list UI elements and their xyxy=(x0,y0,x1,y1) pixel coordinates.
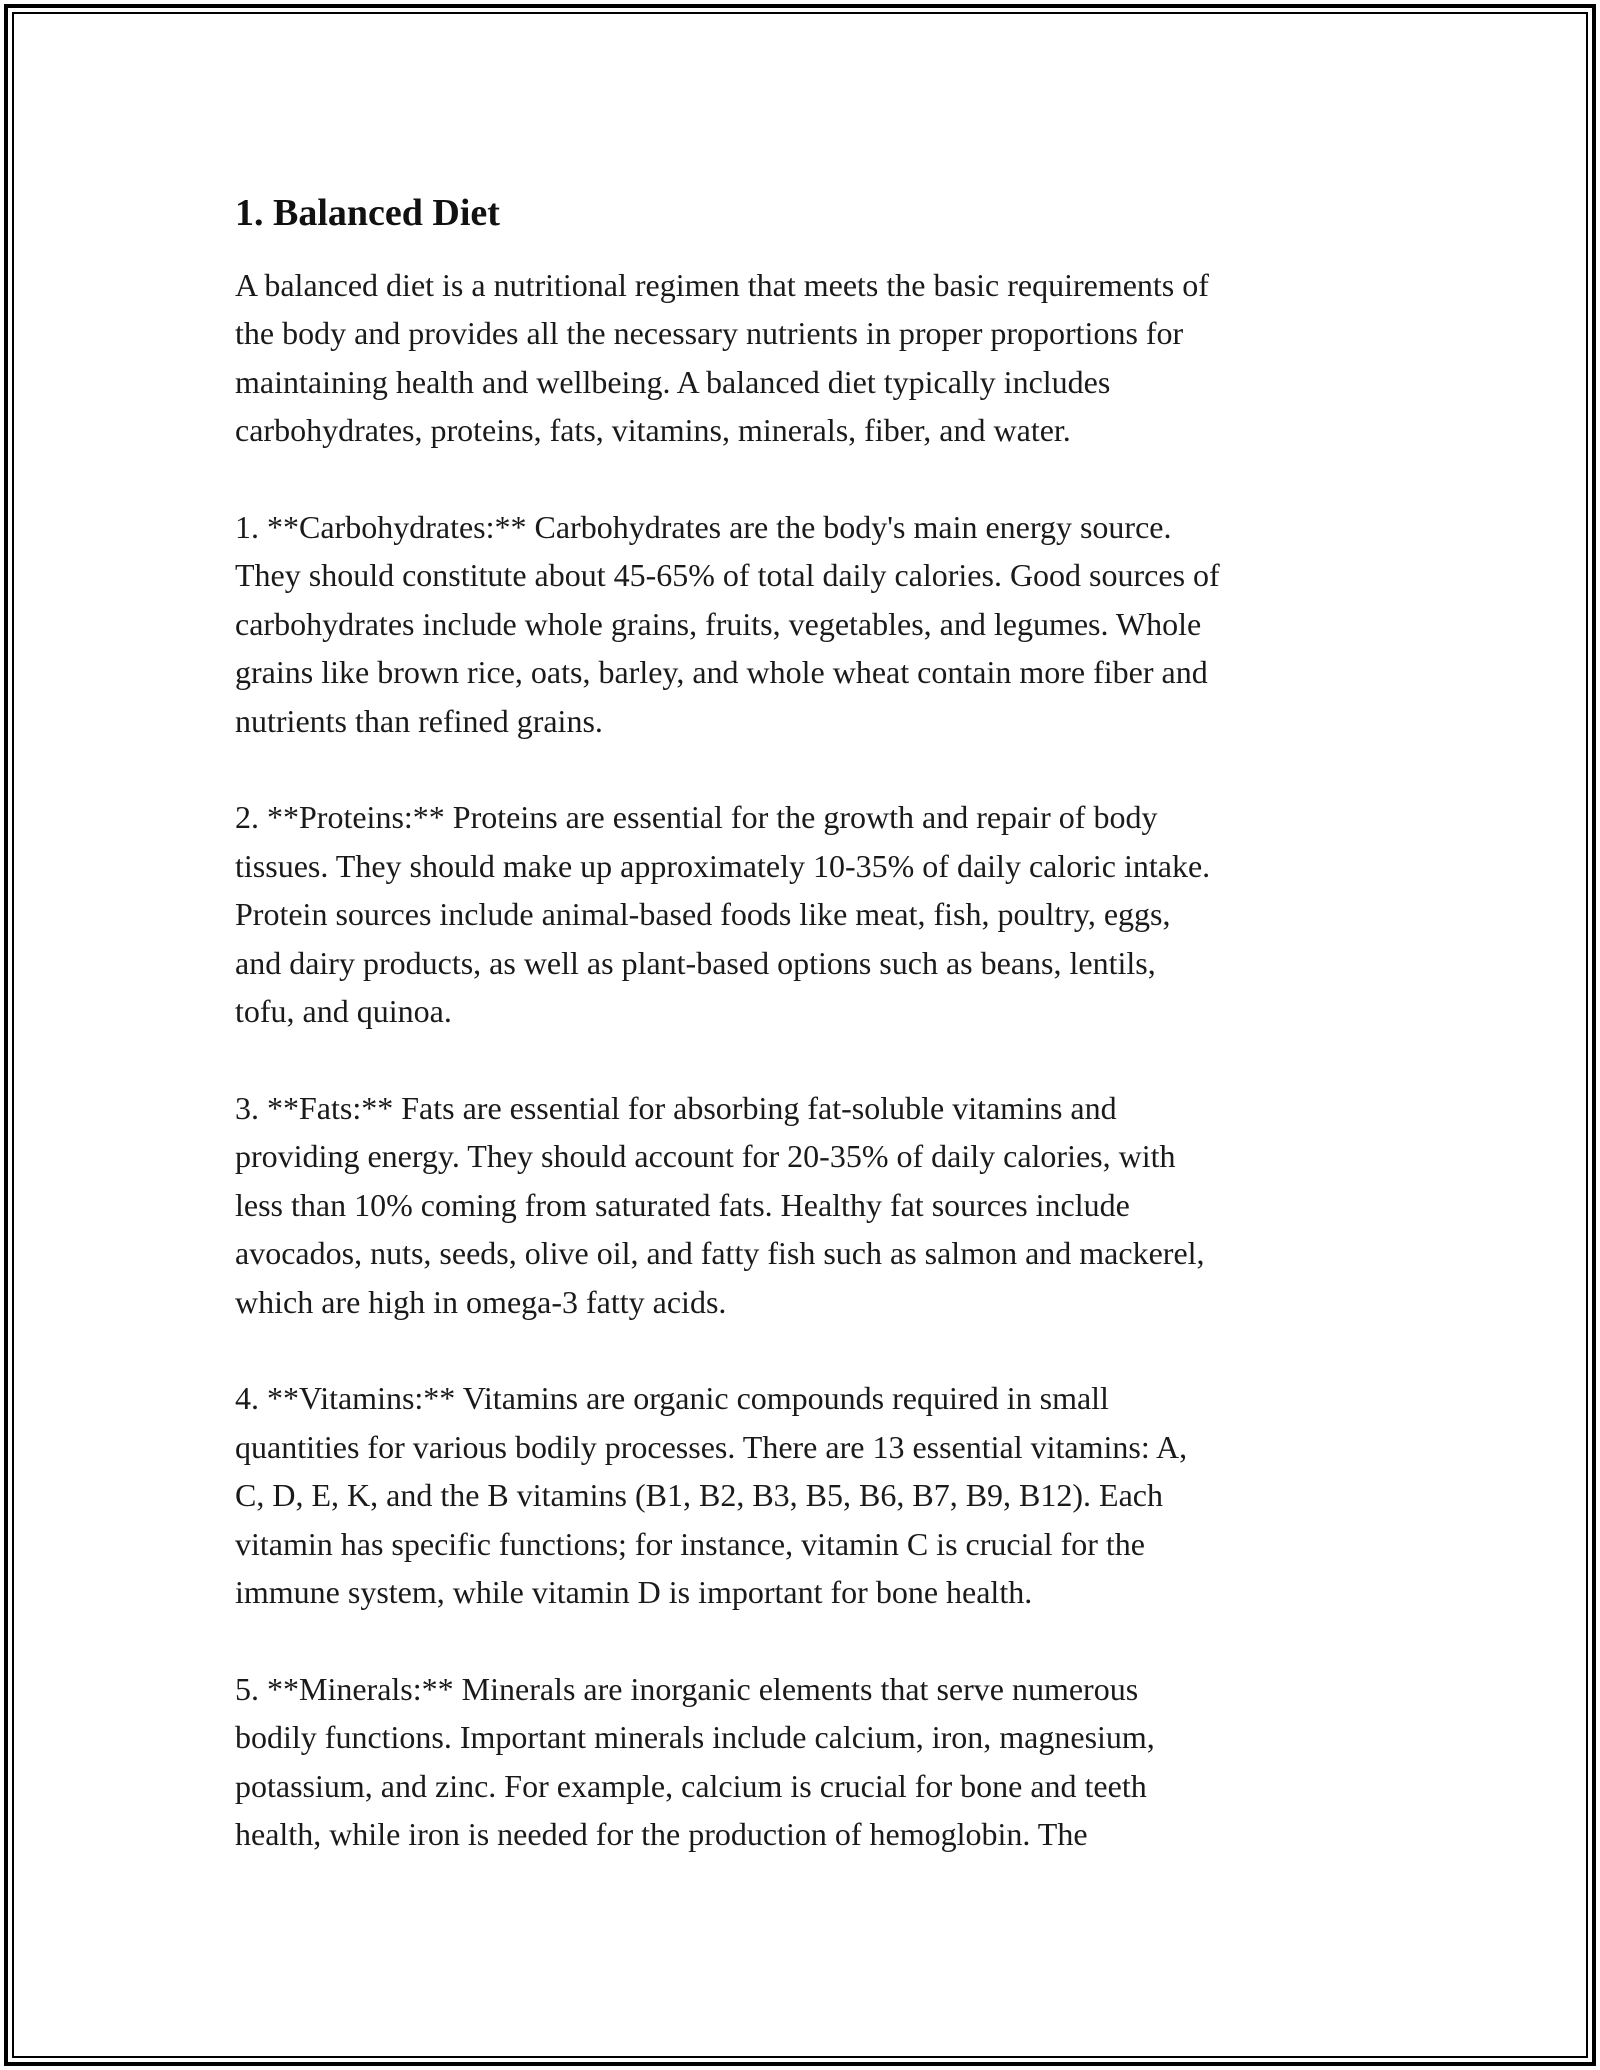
document-content xyxy=(235,185,1365,1858)
document-title: 1. Balanced Diet xyxy=(235,192,500,234)
document-body: A balanced diet is a nutritional regimen that meets the basic requirements of the body and provides all the necessary nutrients in proper proportions for maintaining health and wellbeing. A balanced diet typically includes carbohydrates, proteins, fats, vitamins, minerals, fiber, and water. 1. **Carbohydrates:** Carbohydrates are the body's main energy source. They should constitute about 45-65% of total daily calories. Good sources of carbohydrates include whole grains, fruits, vegetables, and legumes. Whole grains like brown rice, oats, barley, and whole wheat contain more fiber and nutrients than refined grains. 2. **Proteins:** Proteins are essential for the growth and repair of body tissues. They should make up approximately 10-35% of daily caloric intake. Protein sources include animal-based foods like meat, fish, poultry, eggs, and dairy products, as well as plant-based options such as beans, lentils, tofu, and quinoa. 3. **Fats:** Fats are essential for absorbing fat-soluble vitamins and providing energy. They should account for 20-35% of daily calories, with less than 10% coming from saturated fats. Healthy fat sources include avocados, nuts, seeds, olive oil, and fatty fish such as salmon and mackerel, which are high in omega-3 fatty acids. 4. **Vitamins:** Vitamins are organic compounds required in small quantities for various bodily processes. There are 13 essential vitamins: A, C, D, E, K, and the B vitamins (B1, B2, B3, B5, B6, B7, B9, B12). Each vitamin has specific functions; for instance, vitamin C is crucial for the immune system, while vitamin D is important for bone health. 5. **Minerals:** Minerals are inorganic elements that serve numerous bodily functions. Important minerals include calcium, iron, magnesium, potassium, and zinc. For example, calcium is crucial for bone and teeth health, while iron is needed for the production of hemoglobin. The xyxy=(235,267,1220,1852)
